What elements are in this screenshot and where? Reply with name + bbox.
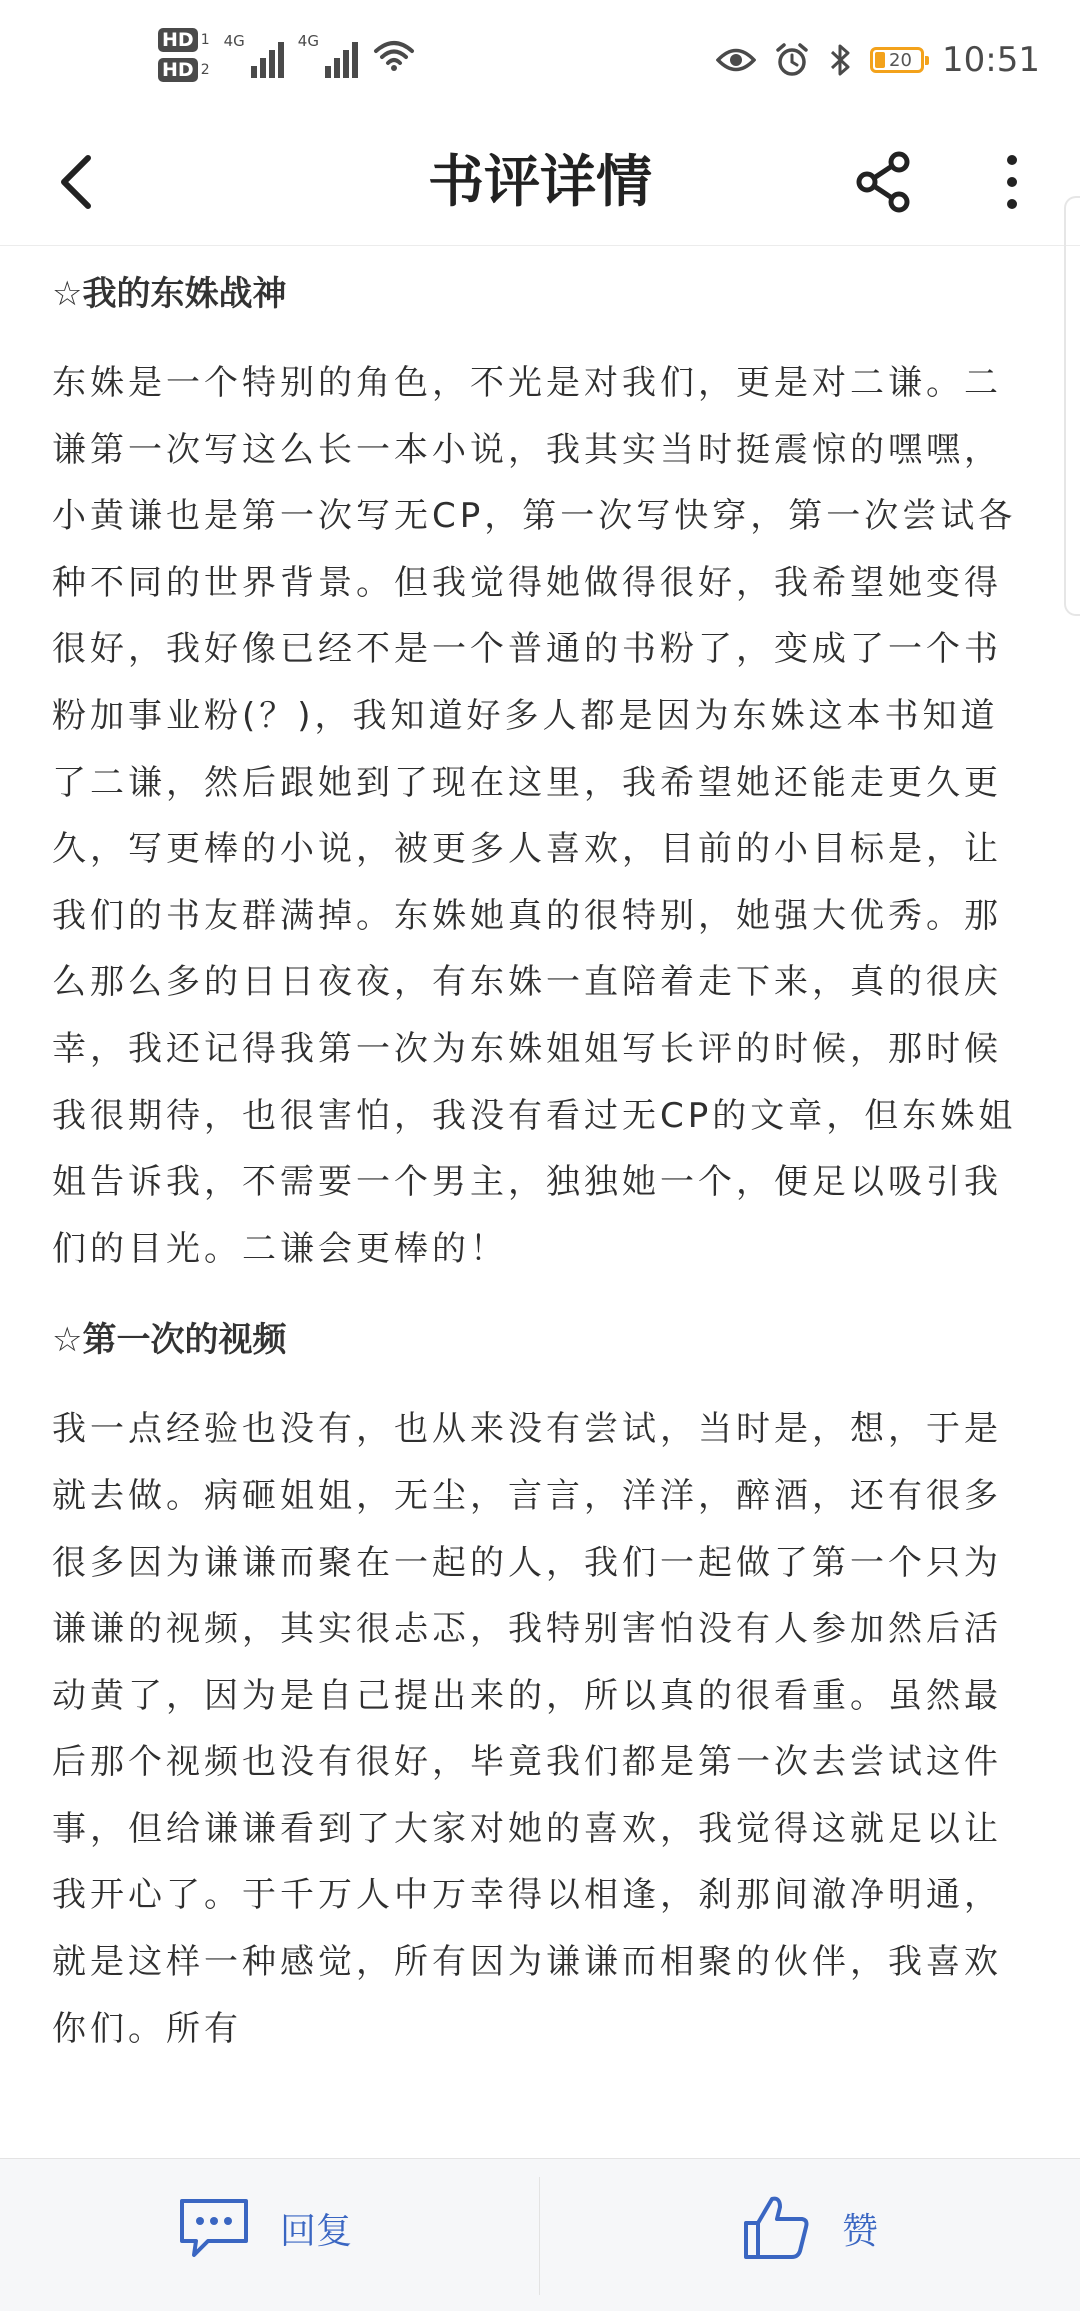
hd2-icon: HD bbox=[158, 58, 198, 82]
bottom-bar-divider bbox=[539, 2177, 540, 2295]
status-right bbox=[716, 40, 1040, 80]
like-label: 赞 bbox=[842, 2210, 879, 2252]
battery-level: 20 bbox=[889, 49, 912, 71]
section-title: ☆第一次的视频 bbox=[52, 1320, 287, 1361]
reply-button[interactable] bbox=[178, 2197, 352, 2259]
share-button[interactable] bbox=[845, 142, 925, 222]
review-content bbox=[52, 258, 1022, 2084]
hd2-sub: 2 bbox=[200, 62, 210, 78]
hd1-icon: HD bbox=[158, 28, 198, 52]
section-paragraph: 东姝是一个特别的角色，不光是对我们，更是对二谦。二谦第一次写这么长一本小说，我其实当时挺震惊的嘿嘿，小黄谦也是第一次写无CP，第一次写快穿，第一次尝试各种不同的世界背景。但我觉得她做得很好，我希望她变得很好，我好像已经不是一个普通的书粉了，变成了一个书粉加事业粉(？)，我知道好多人都是因为东姝这本书知道了二谦，然后跟她到了现在这里，我希望她还能走更久更久，写更棒的小说，被更多人喜欢，目前的小目标是，让我们的书友群满掉。东姝她真的很特别，她强大优秀。那么那么多的日日夜夜，有东姝一直陪着走下来，真的很庆幸，我还记得我第一次为东姝姐姐写长评的时候，那时候我很期待，也很害怕，我没有看过无CP的文章，但东姝姐姐告诉我，不需要一个男主，独独她一个，便足以吸引我们的目光。二谦会更棒的！ bbox=[52, 363, 1017, 1269]
page-title: 书评详情 bbox=[428, 149, 652, 215]
review-section bbox=[52, 1304, 1022, 2062]
comment-bubble-icon bbox=[178, 2197, 250, 2259]
hd-indicators bbox=[158, 28, 210, 82]
sim1-network-label: 4G bbox=[223, 32, 245, 50]
eye-icon bbox=[716, 45, 756, 75]
review-section bbox=[52, 258, 1022, 1282]
app-header bbox=[0, 120, 1080, 246]
status-bar bbox=[0, 0, 1080, 120]
share-icon bbox=[853, 150, 917, 214]
hd1-indicator bbox=[158, 28, 210, 52]
sim1-signal-icon bbox=[224, 32, 284, 78]
sim2-network-label: 4G bbox=[297, 32, 319, 50]
hd2-indicator bbox=[158, 58, 210, 82]
bottom-action-bar bbox=[0, 2158, 1080, 2311]
battery-fill bbox=[875, 52, 885, 68]
sim2-signal-icon bbox=[298, 32, 358, 78]
reply-label: 回复 bbox=[280, 2210, 353, 2252]
alarm-icon bbox=[774, 42, 810, 78]
battery-icon bbox=[870, 47, 924, 73]
wifi-icon bbox=[372, 37, 416, 73]
scroll-edge-indicator bbox=[1064, 196, 1080, 616]
status-left bbox=[158, 28, 416, 82]
more-vertical-icon bbox=[1004, 152, 1020, 212]
like-button[interactable] bbox=[742, 2193, 878, 2263]
hd1-sub: 1 bbox=[200, 32, 210, 48]
section-title: ☆我的东姝战神 bbox=[52, 274, 287, 314]
section-paragraph: 我一点经验也没有，也从来没有尝试，当时是，想，于是就去做。病砸姐姐，无尘，言言，洋洋，醉酒，还有很多很多因为谦谦而聚在一起的人，我们一起做了第一个只为谦谦的视频，其实很忐忑，我特别害怕没有人参加然后活动黄了，因为是自己提出来的，所以真的很看重。虽然最后那个视频也没有很好，毕竟我们都是第一次去尝试这件事，但给谦谦看到了大家对她的喜欢，我觉得这就足以让我开心了。于千万人中万幸得以相逢，刹那间澈净明通，就是这样一种感觉，所有因为谦谦而相聚的伙伴，我喜欢你们。所有 bbox=[52, 1409, 1002, 2049]
more-button[interactable] bbox=[972, 142, 1052, 222]
bluetooth-icon bbox=[828, 42, 852, 78]
clock: 10:51 bbox=[942, 40, 1040, 80]
thumbs-up-icon bbox=[742, 2193, 812, 2263]
